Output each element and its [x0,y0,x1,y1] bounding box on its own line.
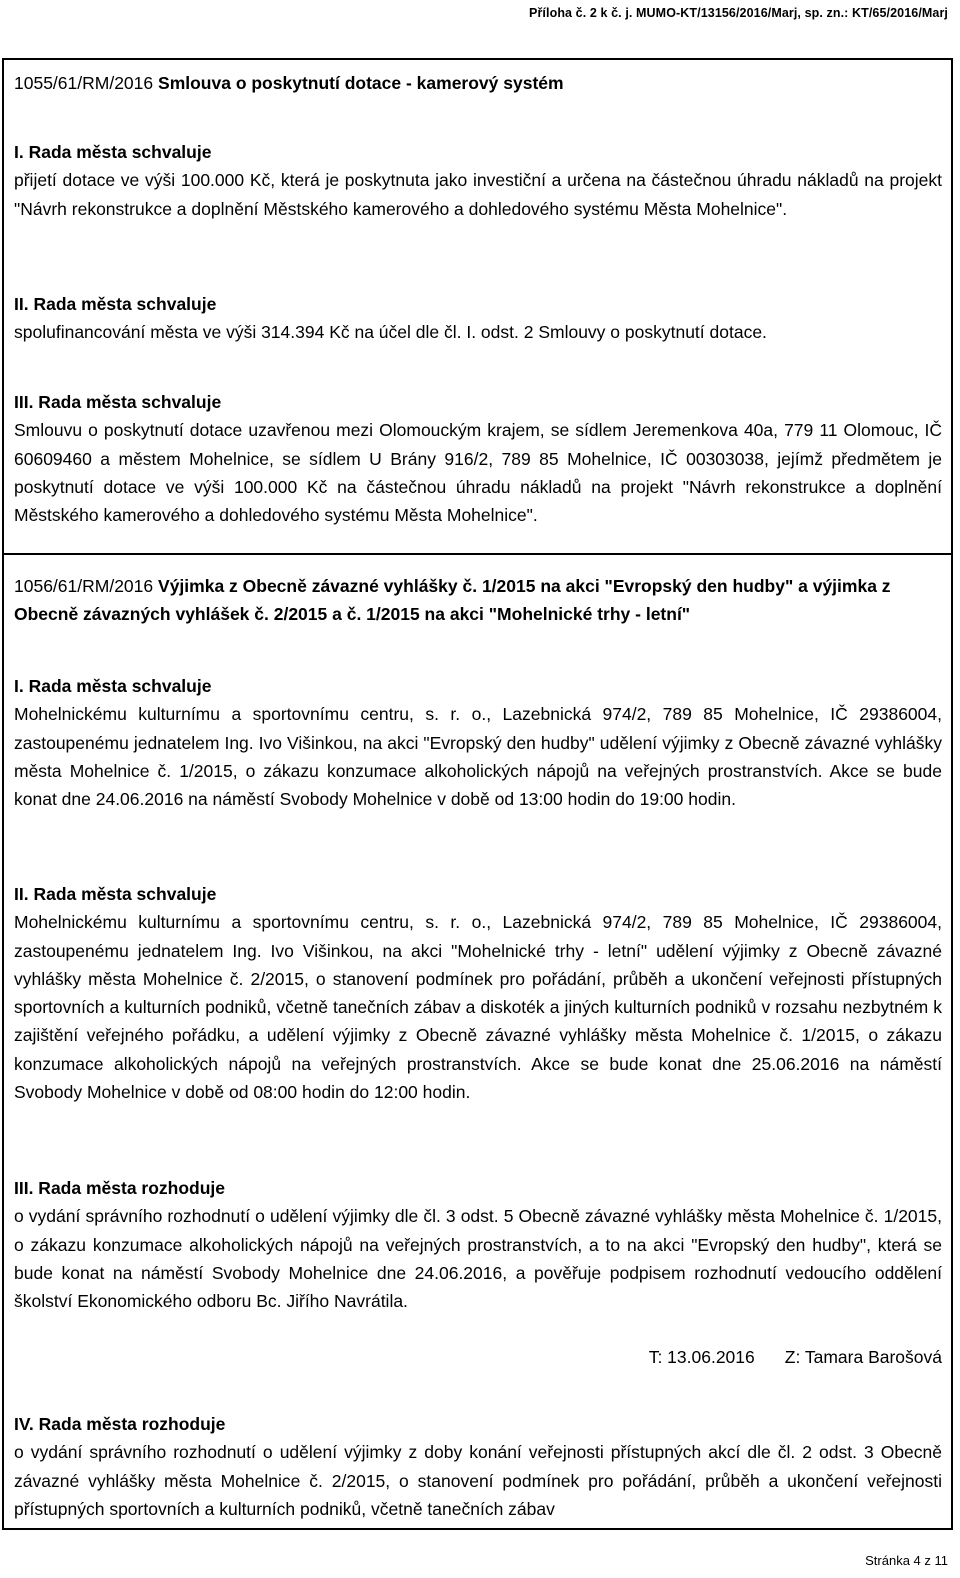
section-1056-ii [14,880,942,1106]
section-heading: I. Rada města schvaluje [14,676,212,696]
section-text: Mohelnickému kulturnímu a sportovnímu centru, s. r. o., Lazebnická 974/2, 789 85 Mohelnice, IČ 29386004, zastoupenému jednatelem Ing. Ivo Višinkou, na akci "Mohelnické trhy - letní" udělení výjimky z Obecně závazné vyhlášky města Mohelnice č. 2/2015, o stanovení podmínek pro pořádání, průběh a ukončení veřejnosti přístupných sportovních a kulturních podniků, včetně tanečních zábav a diskoték a jiných kulturních podniků v rozsahu nezbytném k zajištění veřejného pořádku, a udělení výjimky z Obecně závazné vyhlášky města Mohelnice č. 1/2015, o zákazu konzumace alkoholických nápojů na veřejných prostranstvích. Akce se bude konat dne 25.06.2016 na náměstí Svobody Mohelnice v době od 08:00 hodin do 12:00 hodin. [14,912,942,1103]
section-heading: IV. Rada města rozhoduje [14,1414,226,1434]
page-number: Stránka 4 z 11 [865,1553,948,1568]
section-1056-iv [14,1410,942,1523]
section-heading: III. Rada města schvaluje [14,392,222,412]
resolution-number: 1055/61/RM/2016 [14,73,154,93]
task-responsible: Z: Tamara Barošová [784,1347,942,1367]
section-heading: I. Rada města schvaluje [14,142,212,162]
section-text: o vydání správního rozhodnutí o udělení výjimky dle čl. 3 odst. 5 Obecně závazné vyhlášky města Mohelnice č. 1/2015, o zákazu konzumace alkoholických nápojů na veřejných prostranstvích, a to na akci "Evropský den hudby", která se bude konat na náměstí Svobody Mohelnice dne 24.06.2016, a pověřuje podpisem rozhodnutí vedoucího oddělení školství Ekonomického odboru Bc. Jiřího Navrátila. [14,1206,942,1312]
task-assignment [14,1343,942,1371]
resolution-title: Výjimka z Obecně závazné vyhlášky č. 1/2015 na akci "Evropský den hudby" a výjimka z Obecně závazných vyhlášek č. 2/2015 a č. 1/2015 na akci "Mohelnické trhy - letní" [14,576,891,625]
section-text: Smlouvu o poskytnutí dotace uzavřenou mezi Olomouckým krajem, se sídlem Jeremenkova 40a, 779 11 Olomouc, IČ 60609460 a městem Mohelnice, se sídlem U Brány 916/2, 789 85 Mohelnice, IČ 00303038, jejímž předmětem je poskytnutí dotace ve výši 100.000 Kč na částečnou úhradu nákladů na projekt "Návrh rekonstrukce a doplnění Městského kamerového a dohledového systému Města Mohelnice". [14,420,942,526]
section-1056-iii [14,1174,942,1315]
resolution-number: 1056/61/RM/2016 [14,576,154,596]
section-text: Mohelnickému kulturnímu a sportovnímu centru, s. r. o., Lazebnická 974/2, 789 85 Mohelnice, IČ 29386004, zastoupenému jednatelem Ing. Ivo Višinkou, na akci "Evropský den hudby" udělení výjimky z Obecně závazné vyhlášky města Mohelnice č. 1/2015, o zákazu konzumace alkoholických nápojů na veřejných prostranstvích. Akce se bude konat dne 24.06.2016 na náměstí Svobody Mohelnice v době od 13:00 hodin do 19:00 hodin. [14,704,942,810]
resolution-1056-title [14,572,942,629]
document-frame [2,58,953,1530]
section-1055-iii [14,388,942,529]
section-heading: III. Rada města rozhoduje [14,1178,226,1198]
document-reference: Příloha č. 2 k č. j. MUMO-KT/13156/2016/Marj, sp. zn.: KT/65/2016/Marj [529,6,948,20]
section-heading: II. Rada města schvaluje [14,884,217,904]
task-term: T: 13.06.2016 [648,1347,755,1367]
section-text: o vydání správního rozhodnutí o udělení výjimky z doby konání veřejnosti přístupných akcí dle čl. 2 odst. 3 Obecně závazné vyhlášky města Mohelnice č. 2/2015, o stanovení podmínek pro pořádání, průběh a ukončení veřejnosti přístupných sportovních a kulturních podniků, včetně tanečních zábav [14,1442,942,1519]
section-1056-i [14,672,942,813]
section-1055-i [14,138,942,223]
resolution-divider [2,553,953,555]
resolution-1055-title [14,69,942,97]
section-text: přijetí dotace ve výši 100.000 Kč, která je poskytnuta jako investiční a určena na částečnou úhradu nákladů na projekt "Návrh rekonstrukce a doplnění Městského kamerového a dohledového systému Města Mohelnice". [14,170,942,219]
section-heading: II. Rada města schvaluje [14,294,217,314]
resolution-title: Smlouva o poskytnutí dotace - kamerový systém [158,73,564,93]
section-text: spolufinancování města ve výši 314.394 Kč na účel dle čl. I. odst. 2 Smlouvy o poskytnutí dotace. [14,322,767,343]
section-1055-ii [14,290,942,347]
